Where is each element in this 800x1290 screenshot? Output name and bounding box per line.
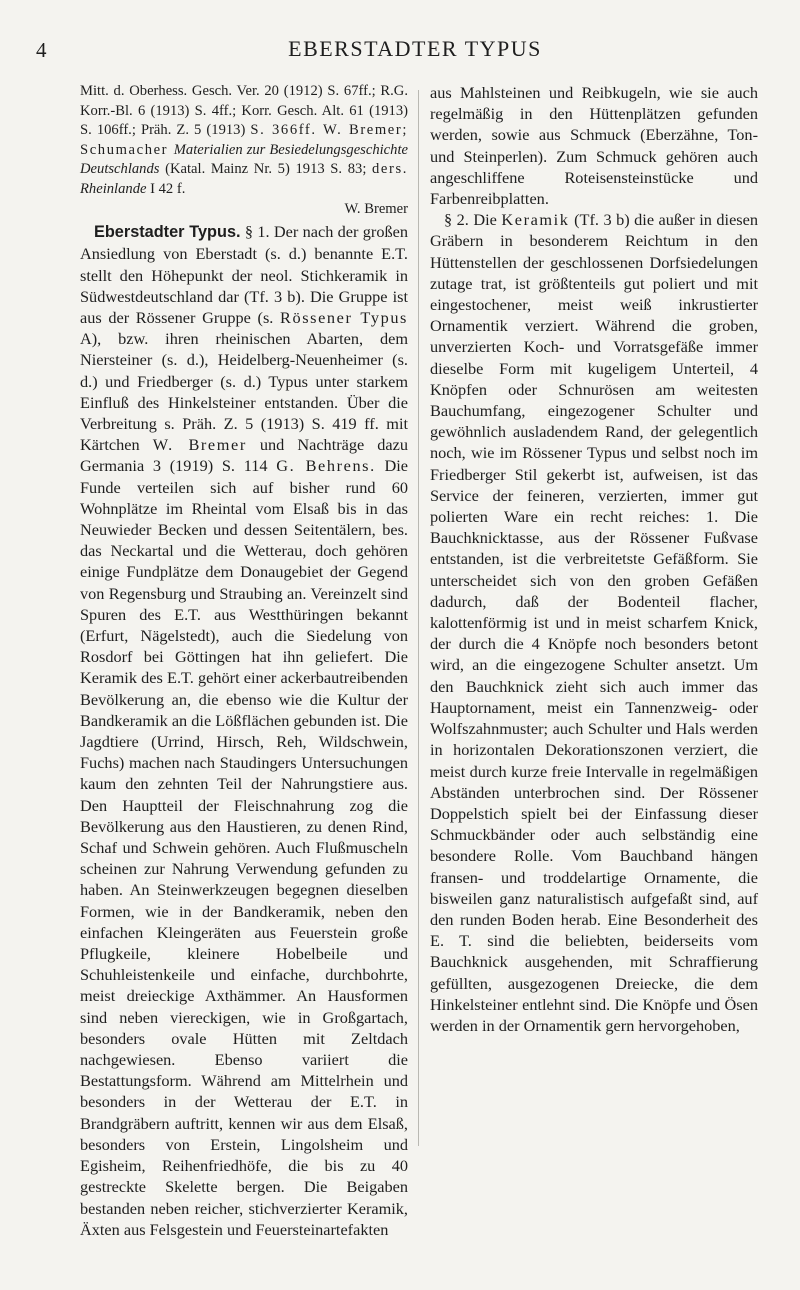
- article-paragraph-2: [430, 209, 758, 1036]
- reference-line: S. 366ff. W. Bremer; Schumacher: [80, 122, 408, 158]
- paragraph-text: (Tf. 3 b) die außer in diesen Gräbern in besonderem Reichtum in den Hüttenstellen der geschlossenen Dorfsiedelungen zutage trat, ist größtenteils gut poliert und mit eingestochener, meist weiß inkrustierter Ornamentik verziert. Während die groben, unverzierten Koch- und Vorratsgefäße immer dieselbe Form mit kugeligem Unterteil, 4 Knöpfen oder Schnurösen am weitesten Bauchumfang, eingezogener Schulter und gewöhnlich ausladendem Rand, der gelegentlich noch, wie im Rössener Typus und selbst noch im Friedberger Stil gekerbt ist, aufweisen, ist das Service der feineren, verzierten, immer gut polierten Ware ein recht reiches: 1. Die Bauchknicktasse, aus der Rössener Fußvase entstanden, ist die verbreitetste Gefäßform. Sie unterscheidet sich von den groben Gefäßen dadurch, daß der Bodenteil flacher, kalottenförmig ist und in meist scharfem Knick, der durch die 4 Knöpfe noch besonders betont wird, an die eingezogene Schulter ansetzt. Um den Bauchknick zieht sich auch immer das Hauptornament, meist ein Tannenzweig- oder Wolfszahnmuster; auch Schulter und Hals werden in horizontalen Dekorationszonen verziert, die meist durch kurze freie Intervalle in regelmäßigen Abständen unterbrochen sind. Der Rössener Doppelstich spielt bei der Einfassung dieser Schmuckbänder oder auch selbständig eine besondere Rolle. Vom Bauchband hängen fransen- und troddelartige Ornamente, die bisweilen ganz naturalistisch aufgefaßt sind, auf den runden Boden herab. Eine Besonderheit des E. T. sind die beliebten, beiderseits vom Bauchknick ausgehenden, mit Schraffierung gefüllten, ausgezogenen Dreiecke, die dem Hinkelsteiner entlehnt sind. Die Knöpfe und Ösen werden in der Ornamentik gern hervorgehoben,: [430, 210, 758, 1035]
- paragraph-text: und Nachträge dazu Germania 3 (1919) S. 114: [80, 435, 408, 476]
- article-headword: Eberstadter Typus.: [94, 223, 241, 242]
- spaced-term: Rössener Typus: [280, 307, 408, 327]
- paragraph-text: § 1. Der nach der großen Ansiedlung von Eberstadt (s. d.) benannte E.T. stellt den Höhepunkt der neol. Stichkeramik in Südwestdeutschland dar (Tf. 3 b). Die Gruppe ist aus der Rössener Gruppe (s.: [80, 222, 408, 327]
- reference-line: S. 67ff.; R.G. Korr.-Bl. 6 (1913) S. 4ff.; Korr.: [80, 83, 408, 119]
- reference-author: W. Bremer: [344, 200, 408, 217]
- reference-text: (Katal. Mainz Nr. 5) 1913 S. 83;: [159, 161, 373, 178]
- paragraph-text: Die Funde verteilen sich auf bisher rund 60 Wohnplätze im Rheintal vom Elsaß bis in das Neuwieder Becken und dessen Seitentälern, bes. das Neckartal und die Wetterau, doch gehören einige Fundplätze dem Donaugebiet der Gegend von Regensburg und Straubing an. Vereinzelt sind Spuren des E.T. aus Westthüringen bekannt (Erfurt, Nägelstedt), auch die Siedelung von Rosdorf bei Göttingen hat ihn geliefert. Die Keramik des E.T. gehört einer ackerbautreibenden Bevölkerung an, die ebenso wie die Kultur der Bandkeramik an die Lößflächen gebunden ist. Die Jagdtiere (Urrind, Hirsch, Reh, Wildschwein, Fuchs) machen nach Staudingers Untersuchungen kaum den zehnten Teil der Nahrungstiere aus. Den Hauptteil der Fleischnahrung zog die Bevölkerung aus den Haustieren, zu denen Rind, Schaf und Schwein gehören. Auch Flußmuscheln scheinen zur Nahrung Verwendung gefunden zu haben. An Steinwerkzeugen begegnen dieselben Formen, wie in der Bandkeramik, neben den einfachen Kleingeräten aus Feuerstein große Pflugkeile, kleinere Hobelbeile und Schuhleistenkeile und einfache, durchbohrte, meist dreieckige Axthämmer. An Hausformen sind neben viereckigen, wie in Großgartach, besonders ovale Hütten mit Zeltdach nachgewiesen. Ebenso variiert die Bestattungsform. Während am Mittelrhein und besonders in der Wetterau der E.T. in Brandgräbern auftritt, kennen wir aus dem Elsaß, besonders von Erstein, Lingolsheim und Egisheim, Reihenfriedhöfe, die bis zu 40 gestreckte Skelette bergen. Die Beigaben bestanden neben reicher, stichverzierter Keramik, Äxten aus Felsgestein und Feuersteinartefakten: [80, 456, 409, 1239]
- reference-title: Rheinlande: [80, 180, 147, 197]
- reference-line: Gesch. Alt. 61 (1913) S. 106ff.; Präh. Z. 5 (1913): [80, 102, 408, 139]
- article-paragraph-1: [80, 221, 408, 1240]
- running-head: EBERSTADTER TYPUS: [288, 36, 542, 61]
- article-paragraph-1-continued: [430, 82, 758, 209]
- spaced-term: Keramik: [501, 210, 570, 230]
- right-column: [430, 82, 758, 1036]
- author-name: G. Behrens.: [276, 456, 376, 476]
- reference-title: Materialien zur Besiedelungsgeschichte Deutschlands: [80, 141, 408, 178]
- reference-block: [80, 82, 408, 200]
- paragraph-text: A), bzw. ihren rheinischen Abarten, dem Niersteiner (s. d.), Heidelberg-Neuenheimer (s. d.) und Friedberger (s. d.) Typus unter starkem Einfluß des Hinkelsteiner entstanden. Über die Verbreitung s. Präh. Z. 5 (1913) S. 419 ff. mit Kärtchen: [80, 329, 408, 455]
- reference-text: I 42 f.: [146, 180, 186, 197]
- paragraph-text: aus Mahlsteinen und Reibkugeln, wie sie auch regelmäßig in den Hüttenplätzen gefunden werden, sowie aus Schmuck (Eberzähne, Ton- und Steinperlen). Zum Schmuck gehören auch angeschliffene Roteisensteinstücke und Farbenreibplatten.: [430, 83, 758, 209]
- left-column: [80, 82, 408, 1240]
- reference-line: Mitt. d. Oberhess. Gesch. Ver. 20 (1912): [80, 83, 323, 99]
- paragraph-text: § 2. Die: [444, 210, 502, 230]
- column-divider: [418, 90, 419, 1146]
- page-number: 4: [36, 38, 47, 62]
- reference-ders: ders.: [372, 161, 408, 178]
- author-name: W. Bremer: [152, 435, 247, 455]
